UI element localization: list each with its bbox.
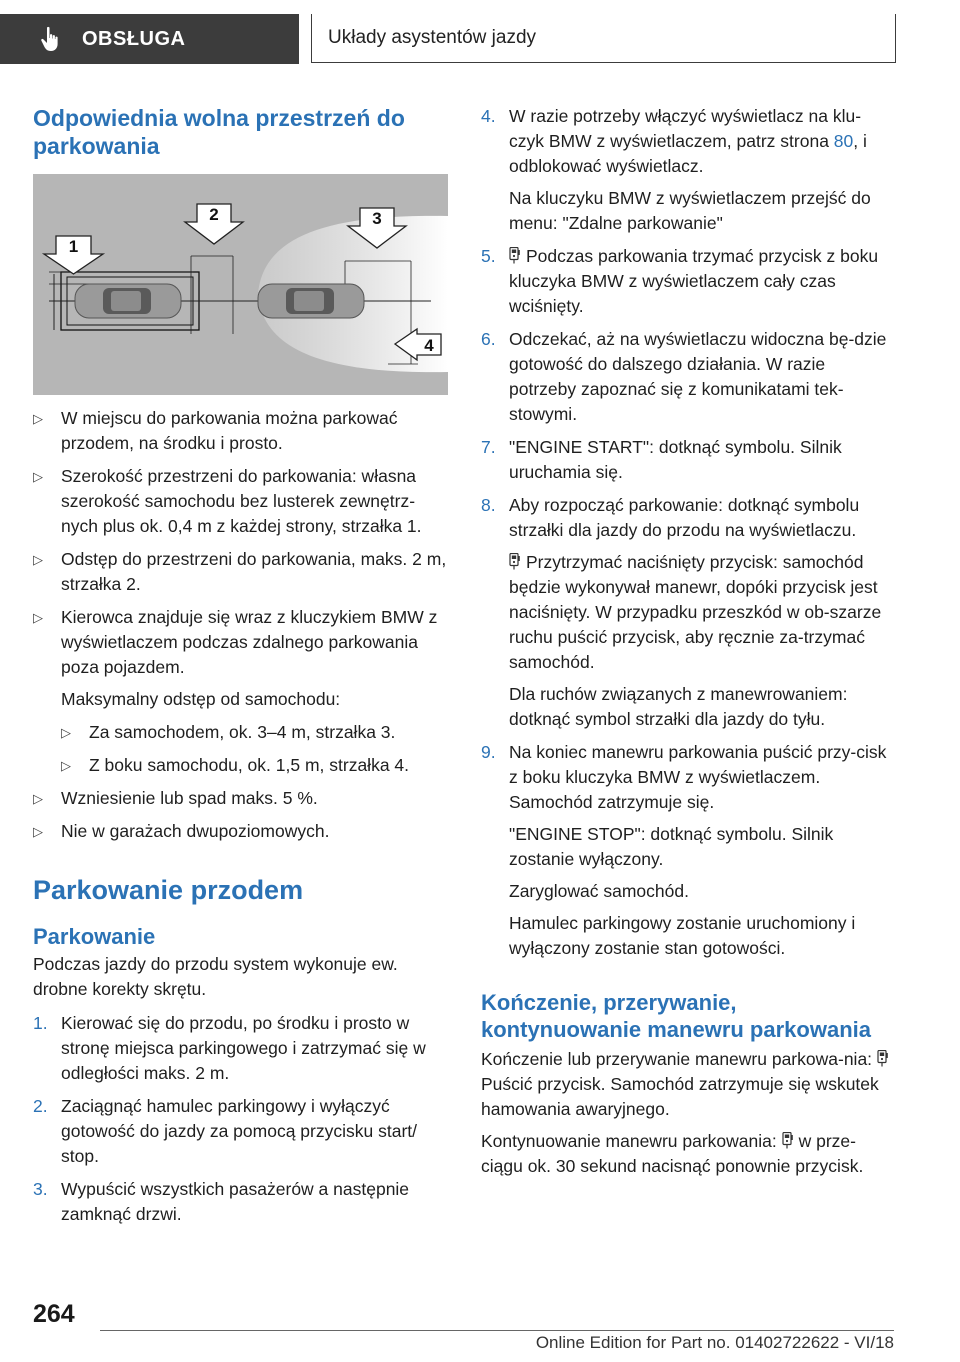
svg-text:1: 1 — [68, 237, 79, 256]
parking-diagram — [33, 174, 448, 395]
list-item: 1. Kierować się do przodu, po środku i prosto w stronę miejsca parkingowego i zatrzymać się w odległości maks. 2 m. — [33, 1013, 426, 1083]
left-column-body — [33, 406, 449, 1235]
section-tab — [0, 14, 299, 64]
requirements-list — [33, 406, 449, 844]
arrow-1 — [44, 236, 103, 274]
key-remote-icon — [782, 1132, 793, 1149]
heading-end-manoeuvre: Kończenie, przerywanie, kontynuowanie manewru parkowania — [481, 990, 871, 1042]
svg-text:4: 4 — [424, 336, 434, 355]
list-item: 7. "ENGINE START": dotknąć symbolu. Silnik uruchamia się. — [481, 437, 842, 482]
distance-sublist — [61, 720, 449, 778]
right-column — [481, 104, 895, 1179]
section-title: OBSŁUGA — [82, 27, 186, 50]
svg-text:2: 2 — [209, 205, 219, 224]
key-remote-icon — [509, 247, 520, 264]
car-driver — [258, 284, 364, 318]
heading-parking: Parkowanie — [33, 924, 156, 949]
intro-text: Podczas jazdy do przodu system wykonuje ew. drobne korekty skrętu. — [33, 954, 398, 999]
list-item: 4. W razie potrzeby włączyć wyświetlacz na klu-czyk BMW z wyświetlaczem, patrz strona 80, i odblokować wyświetlacz. Na kluczyku BMW z wyświetlaczem przejść do menu: "Zdalne parkowanie" — [481, 106, 871, 233]
chapter-tab — [311, 14, 896, 63]
max-distance-text: Maksymalny odstęp od samochodu: — [61, 689, 341, 709]
list-item: 9. Na koniec manewru parkowania puścić przy-cisk z boku kluczyka BMW z wyświetlaczem. Samochód zatrzymuje się. "ENGINE STOP": dotknąć symbolu. Silnik zostanie wyłączony. Zaryglować samochód. Hamulec parkingowy zostanie uruchomiony i wyłączony zostanie stan gotowości. — [481, 742, 887, 958]
list-item: ▷ Wzniesienie lub spad maks. 5 %. — [33, 786, 449, 811]
list-item: ▷ Nie w garażach dwupoziomowych. — [33, 819, 449, 844]
list-item: ▷ Kierowca znajduje się wraz z kluczykiem BMW z wyświetlaczem podczas zdalnego parkowania poza pojazdem. Maksymalny odstęp od samochodu: ▷ Za samochodem, ok. 3–4 m, strzałka 3. ▷ Z boku samochodu, ok. 1,5 m, strzałka 4. — [33, 605, 449, 778]
list-item: 2. Zaciągnąć hamulec parkingowy i wyłączyć gotowość do jazdy za pomocą przycisku start/ stop. — [33, 1096, 417, 1166]
left-column — [33, 104, 449, 160]
page-number: 264 — [33, 1300, 75, 1328]
list-item: 6. Odczekać, aż na wyświetlaczu widoczna bę-dzie gotowość do dalszego działania. W razie potrzeby zapoznać się z komunikatami tek-stowymi. — [481, 329, 887, 424]
key-remote-icon — [509, 553, 520, 570]
list-item: ▷ Szerokość przestrzeni do parkowania: własna szerokość samochodu bez lusterek zewnętrz-nych plus ok. 0,4 m z każdej strony, strzałka 1. — [33, 464, 449, 539]
steps-list-right — [481, 104, 895, 961]
footer-edition: Online Edition for Part no. 01402722622 - VI/18 — [535, 1333, 894, 1352]
key-remote-icon — [877, 1050, 888, 1067]
list-item: 8. Aby rozpocząć parkowanie: dotknąć symbolu strzałki dla jazdy do przodu na wyświetlaczu. Przytrzymać naciśnięty przycisk: samochód będzie wykonywał manewr, dopóki przycisk jest naciśnięty. W przypadku przeszkód w ob-szarze ruchu puścić przycisk, aby ręcznie za-trzymać samochód. Dla ruchów związanych z manewrowaniem: dotknąć symbol strzałki dla jazdy do tyłu. — [481, 495, 882, 729]
car-parked — [75, 284, 181, 318]
hand-icon — [40, 26, 62, 52]
heading-forward-parking: Parkowanie przodem — [33, 875, 304, 905]
list-item: ▷ W miejscu do parkowania można parkować przodem, na środku i prosto. — [33, 406, 449, 456]
continue-text: Kontynuowanie manewru parkowania: w prze-ciągu ok. 30 sekund nacisnąć ponownie przycisk. — [481, 1131, 864, 1176]
page-header — [0, 14, 960, 66]
arrow-2 — [185, 204, 243, 244]
page-link[interactable]: 80 — [833, 131, 854, 151]
end-text: Kończenie lub przerywanie manewru parkowa-nia: Puścić przycisk. Samochód zatrzymuje się wskutek hamowania awaryjnego. — [481, 1047, 895, 1122]
svg-text:3: 3 — [372, 209, 382, 228]
parking-diagram-svg — [33, 174, 448, 395]
chapter-title: Układy asystentów jazdy — [328, 27, 537, 48]
footer-divider — [100, 1330, 894, 1331]
list-item: 3. Wypuścić wszystkich pasażerów a następnie zamknąć drzwi. — [33, 1179, 410, 1224]
list-item: ▷ Z boku samochodu, ok. 1,5 m, strzałka 4. — [61, 753, 449, 778]
steps-list-left — [33, 1011, 449, 1227]
heading-parking-space: Odpowiednia wolna przestrzeń do parkowania — [33, 105, 405, 159]
list-item: 5. Podczas parkowania trzymać przycisk z boku kluczyka BMW z wyświetlaczem cały czas wciśnięty. — [481, 246, 879, 316]
list-item: ▷ Odstęp do przestrzeni do parkowania, maks. 2 m, strzałka 2. — [33, 547, 449, 597]
list-item: ▷ Za samochodem, ok. 3–4 m, strzałka 3. — [61, 720, 449, 745]
